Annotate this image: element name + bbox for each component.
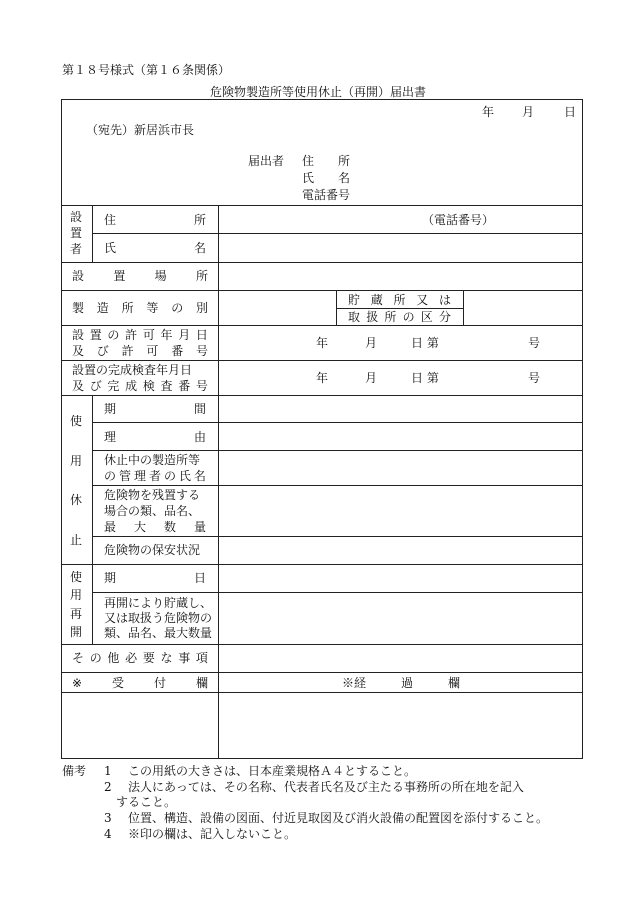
residual-label-3: 最 大 数 量 [104,520,206,534]
inspection-month: 月 [365,371,378,385]
installer-address-label: 住 所 [104,213,206,227]
progress-label: ※経 過 欄 [342,676,460,690]
notes-label: 備考 [62,764,87,778]
installer-phone-note: （電話番号） [422,213,495,227]
submitter-phone-label: 電話番号 [302,188,351,202]
note-3-num: 3 [104,811,112,825]
permit-number: 号 [528,336,541,350]
permit-label-2: 及 び 許 可 番 号 [72,344,208,358]
residual-label-1: 危険物を残置する [104,488,201,502]
manager-label-2: の 管 理 者 の 氏 名 [104,469,206,483]
inspection-year: 年 [316,371,329,385]
note-4-text: ※印の欄は、記入しないこと。 [128,827,297,841]
note-4-num: 4 [104,827,112,841]
suspension-period-label: 期 間 [104,402,206,416]
note-2-cont: すること。 [116,795,177,809]
location-label: 設 置 場 所 [72,269,208,283]
reception-label: ※ 受 付 欄 [72,676,208,690]
inspection-label-1: 設置の完成検査年月日 [72,363,193,377]
note-2-num: 2 [104,780,112,794]
installer-name-label: 氏 名 [104,241,206,255]
suspension-vertical-label: 使 用 休 止 [69,414,82,547]
inspection-label-2: 及 び 完 成 検 査 番 号 [72,379,208,393]
installer-vertical-label: 設 置 者 [69,210,82,256]
suspension-reason-label: 理 由 [104,430,206,444]
submitter-label: 届出者 [248,154,285,168]
date-day: 日 [564,105,577,119]
resumption-detail-2: 又は取扱う危険物の [104,611,213,625]
resumption-vertical-label: 使 用 再 開 [69,570,82,639]
note-1-num: 1 [104,764,112,778]
other-matters-label: そ の 他 必 要 な 事 項 [72,651,208,665]
date-year: 年 [482,105,495,119]
date-month: 月 [522,105,535,119]
submitter-address-label: 住 所 [302,154,351,168]
permit-month: 月 [365,336,378,350]
resumption-detail-1: 再開により貯蔵し、 [104,596,213,610]
manager-label-1: 休止中の製造所等 [104,453,201,467]
note-2-text: 法人にあっては、その名称、代表者氏名及び主たる事務所の所在地を記入 [128,780,524,794]
permit-label-1: 設 置 の 許 可 年 月 日 [72,328,208,342]
submitter-name-label: 氏 名 [302,171,351,185]
note-1-text: この用紙の大きさは、日本産業規格Ａ４とすること。 [128,764,417,778]
permit-day-no: 日 第 [411,336,439,350]
permit-year: 年 [316,336,329,350]
form-number: 第１８号様式（第１６条関係） [62,63,231,77]
note-3-text: 位置、構造、設備の図面、付近見取図及び消火設備の配置図を添付すること。 [128,811,549,825]
residual-label-2: 場合の類、品名、 [104,504,201,518]
safety-status-label: 危険物の保安状況 [104,543,201,557]
form-title: 危険物製造所等使用休止（再開）届出書 [209,85,426,99]
facility-type-label: 製 造 所 等 の 別 [72,301,208,315]
inspection-day-no: 日 第 [411,371,439,385]
inspection-number: 号 [528,371,541,385]
storage-type-label-2: 取 扱 所 の 区 分 [348,310,451,324]
resumption-date-label: 期 日 [104,571,206,585]
resumption-detail-3: 類、品名、最大数量 [104,626,213,640]
storage-type-label-1: 貯 蔵 所 又 は [348,293,451,307]
recipient: （宛先）新居浜市長 [86,123,195,137]
